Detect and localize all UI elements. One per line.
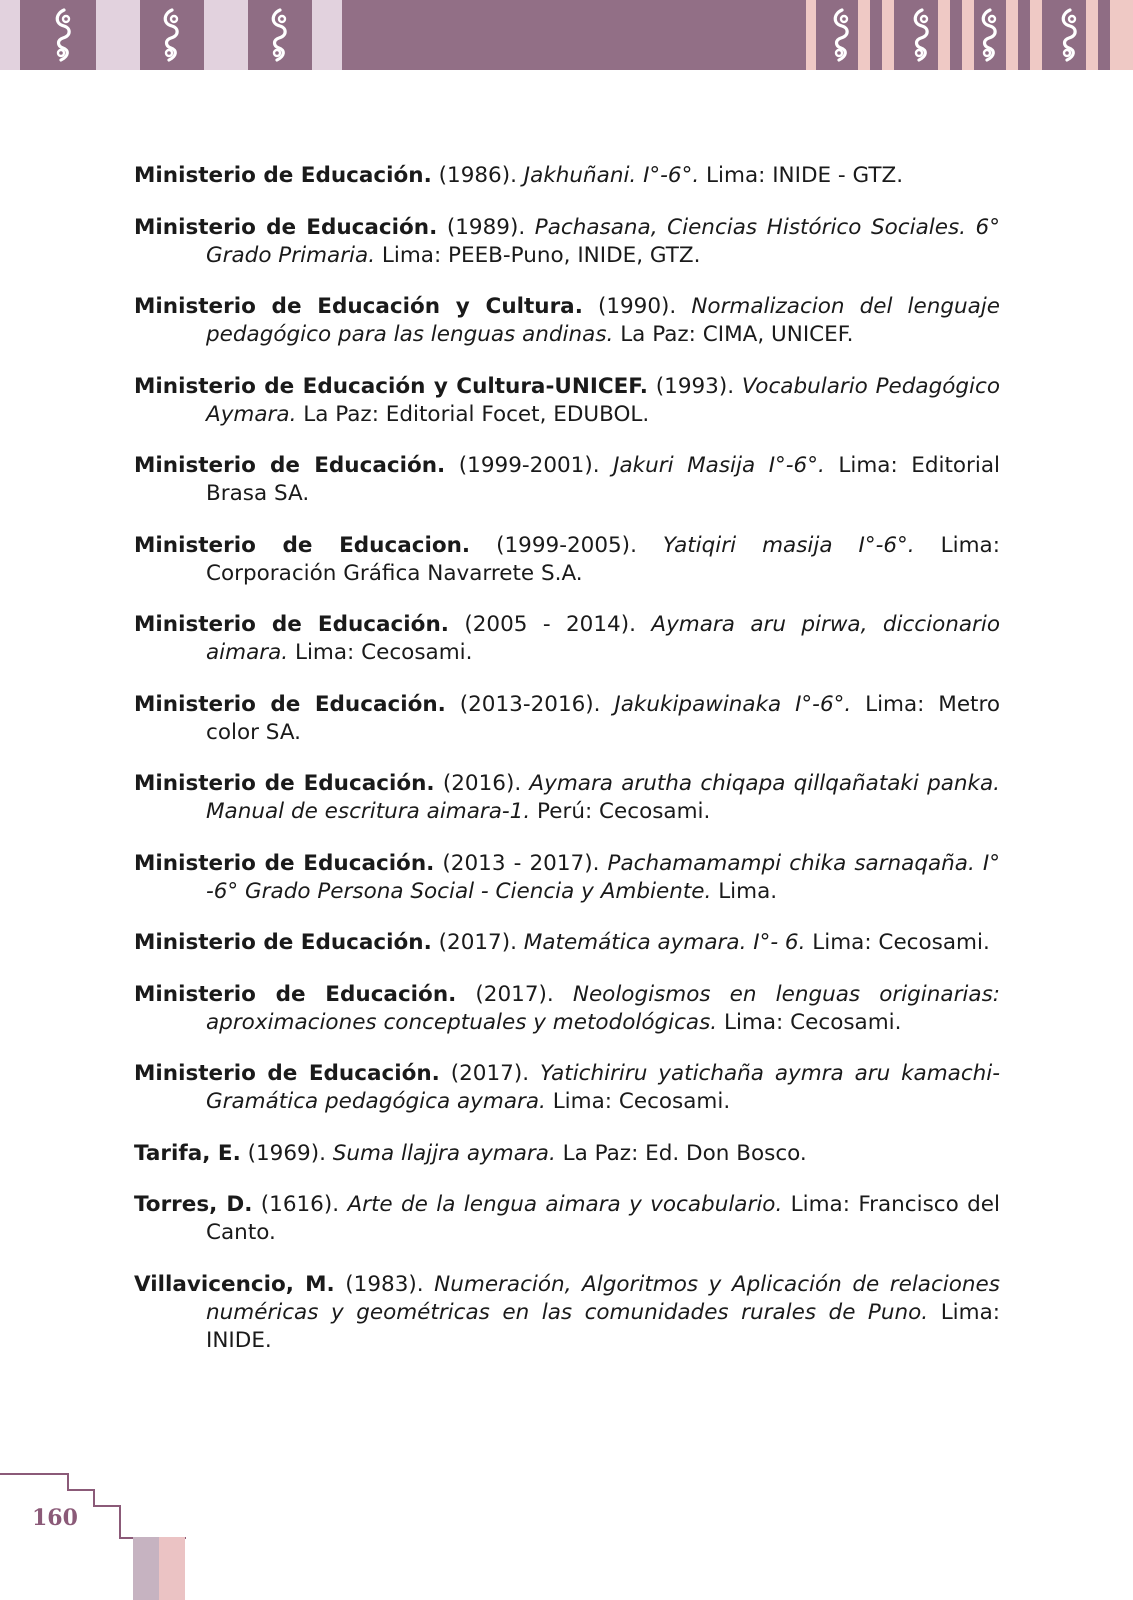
- reference-title: Jakuri Masija I°-6°.: [613, 453, 825, 478]
- reference-author: Ministerio de Educación.: [134, 214, 438, 240]
- reference-author: Ministerio de Educación.: [134, 612, 449, 637]
- reference-publisher: Lima: INIDE.: [206, 1299, 1001, 1353]
- reference-author: Ministerio de Educación.: [134, 453, 446, 478]
- reference-publisher: Lima: Editorial Brasa SA.: [206, 453, 1001, 506]
- header-pattern: [0, 0, 1133, 70]
- reference-title: Yatichiriru yatichaña aymra aru kamachi-Gramática pedagógica aymara.: [206, 1061, 1000, 1114]
- reference-publisher: La Paz: Editorial Focet, EDUBOL.: [303, 401, 650, 427]
- reference-year: (2013 - 2017).: [442, 850, 600, 876]
- reference-author: Ministerio de Educación y Cultura-UNICEF.: [134, 373, 648, 399]
- reference-title: Arte de la lengua aimara y vocabulario.: [347, 1192, 783, 1217]
- reference-year: (2005 - 2014).: [464, 612, 636, 637]
- reference-title: Numeración, Algoritmos y Aplicación de relaciones numéricas y geométricas en las comunidades rurales de Puno.: [206, 1271, 1000, 1325]
- reference-entry: [134, 1140, 1000, 1168]
- reference-title: Normalizacion del lenguaje pedagógico para las lenguas andinas.: [206, 294, 1000, 347]
- reference-year: (2017).: [438, 930, 517, 955]
- reference-year: (2017).: [475, 981, 554, 1007]
- reference-year: (1999-2001).: [458, 453, 600, 478]
- reference-publisher: Lima: PEEB-Puno, INIDE, GTZ.: [381, 242, 701, 268]
- reference-author: Ministerio de Educación.: [134, 771, 435, 796]
- reference-entry: [134, 214, 1000, 270]
- reference-title: Jakhuñani. I°-6°.: [523, 163, 700, 188]
- reference-publisher: Perú: Cecosami.: [537, 799, 711, 824]
- reference-author: Torres, D.: [134, 1192, 253, 1217]
- reference-author: Ministerio de Educación.: [134, 163, 432, 188]
- reference-author: Ministerio de Educación y Cultura.: [134, 294, 583, 319]
- reference-title: Neologismos en lenguas originarias: aproximaciones conceptuales y metodológicas.: [206, 981, 1001, 1035]
- reference-author: Ministerio de Educación.: [134, 981, 457, 1007]
- reference-author: Ministerio de Educación.: [134, 691, 446, 717]
- reference-publisher: Lima: Corporación Gráfica Navarrete S.A.: [206, 532, 1000, 586]
- reference-title: Aymara aru pirwa, diccionario aimara.: [206, 612, 1000, 665]
- reference-entry: [134, 162, 1000, 190]
- reference-year: (1986).: [438, 163, 517, 188]
- reference-publisher: Lima: Cecosami.: [294, 640, 473, 665]
- reference-title: Matemática aymara. I°- 6.: [523, 930, 806, 955]
- page-number: 160: [32, 1505, 78, 1531]
- reference-publisher: Lima.: [718, 878, 778, 904]
- reference-title: Yatiqiri masija I°-6°.: [662, 532, 915, 558]
- reference-author: Tarifa, E.: [134, 1140, 241, 1166]
- footer-bar: [159, 1537, 185, 1600]
- spiral-weave-icon: [829, 6, 855, 64]
- reference-entry: [134, 929, 1000, 957]
- reference-entry: [134, 293, 1000, 349]
- reference-author: Villavicencio, M.: [134, 1271, 335, 1297]
- reference-author: Ministerio de Educación.: [134, 1061, 440, 1086]
- reference-year: (1616).: [260, 1192, 340, 1217]
- reference-list: [134, 162, 1000, 1378]
- reference-entry: [134, 1060, 1000, 1116]
- reference-entry: [134, 1191, 1000, 1247]
- reference-publisher: Lima: Cecosami.: [723, 1009, 902, 1035]
- reference-year: (1969).: [247, 1140, 326, 1166]
- header-band: [0, 0, 1133, 70]
- reference-entry: [134, 981, 1000, 1037]
- reference-title: Suma llajjra aymara.: [332, 1140, 556, 1166]
- reference-entry: [134, 1271, 1000, 1355]
- reference-author: Ministerio de Educación.: [134, 930, 432, 955]
- reference-title: Jakukipawinaka I°-6°.: [614, 691, 852, 717]
- reference-year: (2016).: [442, 771, 522, 796]
- reference-entry: [134, 373, 1000, 429]
- spiral-weave-icon: [51, 6, 77, 64]
- reference-title: Aymara arutha chiqapa qillqañataki panka. Manual de escritura aimara-1.: [206, 771, 1001, 824]
- reference-entry: [134, 691, 1000, 747]
- reference-entry: [134, 452, 1000, 508]
- reference-publisher: Lima: Cecosami.: [812, 930, 990, 955]
- reference-year: (1990).: [597, 294, 677, 319]
- reference-author: Ministerio de Educacion.: [134, 532, 471, 558]
- reference-entry: [134, 850, 1000, 906]
- reference-year: (2017).: [450, 1061, 530, 1086]
- reference-entry: [134, 532, 1000, 588]
- reference-publisher: La Paz: Ed. Don Bosco.: [562, 1140, 807, 1166]
- reference-title: Pachamamampi chika sarnaqaña. I° -6° Grado Persona Social - Ciencia y Ambiente.: [206, 850, 1001, 904]
- reference-entry: [134, 770, 1000, 826]
- reference-publisher: Lima: Cecosami.: [552, 1089, 731, 1114]
- reference-year: (2013-2016).: [459, 691, 601, 717]
- reference-title: Pachasana, Ciencias Histórico Sociales. 6° Grado Primaria.: [206, 214, 1000, 268]
- reference-year: (1999-2005).: [496, 532, 637, 558]
- reference-author: Ministerio de Educación.: [134, 850, 435, 876]
- reference-publisher: Lima: Francisco del Canto.: [206, 1192, 1000, 1245]
- reference-year: (1993).: [655, 373, 735, 399]
- reference-title: Vocabulario Pedagógico Aymara.: [206, 373, 1001, 427]
- reference-publisher: Lima: INIDE - GTZ.: [706, 163, 904, 188]
- reference-entry: [134, 611, 1000, 667]
- reference-publisher: La Paz: CIMA, UNICEF.: [620, 322, 854, 347]
- footer-bar: [133, 1537, 159, 1600]
- reference-publisher: Lima: Metro color SA.: [206, 691, 1000, 745]
- reference-year: (1983).: [345, 1271, 424, 1297]
- reference-year: (1989).: [446, 214, 526, 240]
